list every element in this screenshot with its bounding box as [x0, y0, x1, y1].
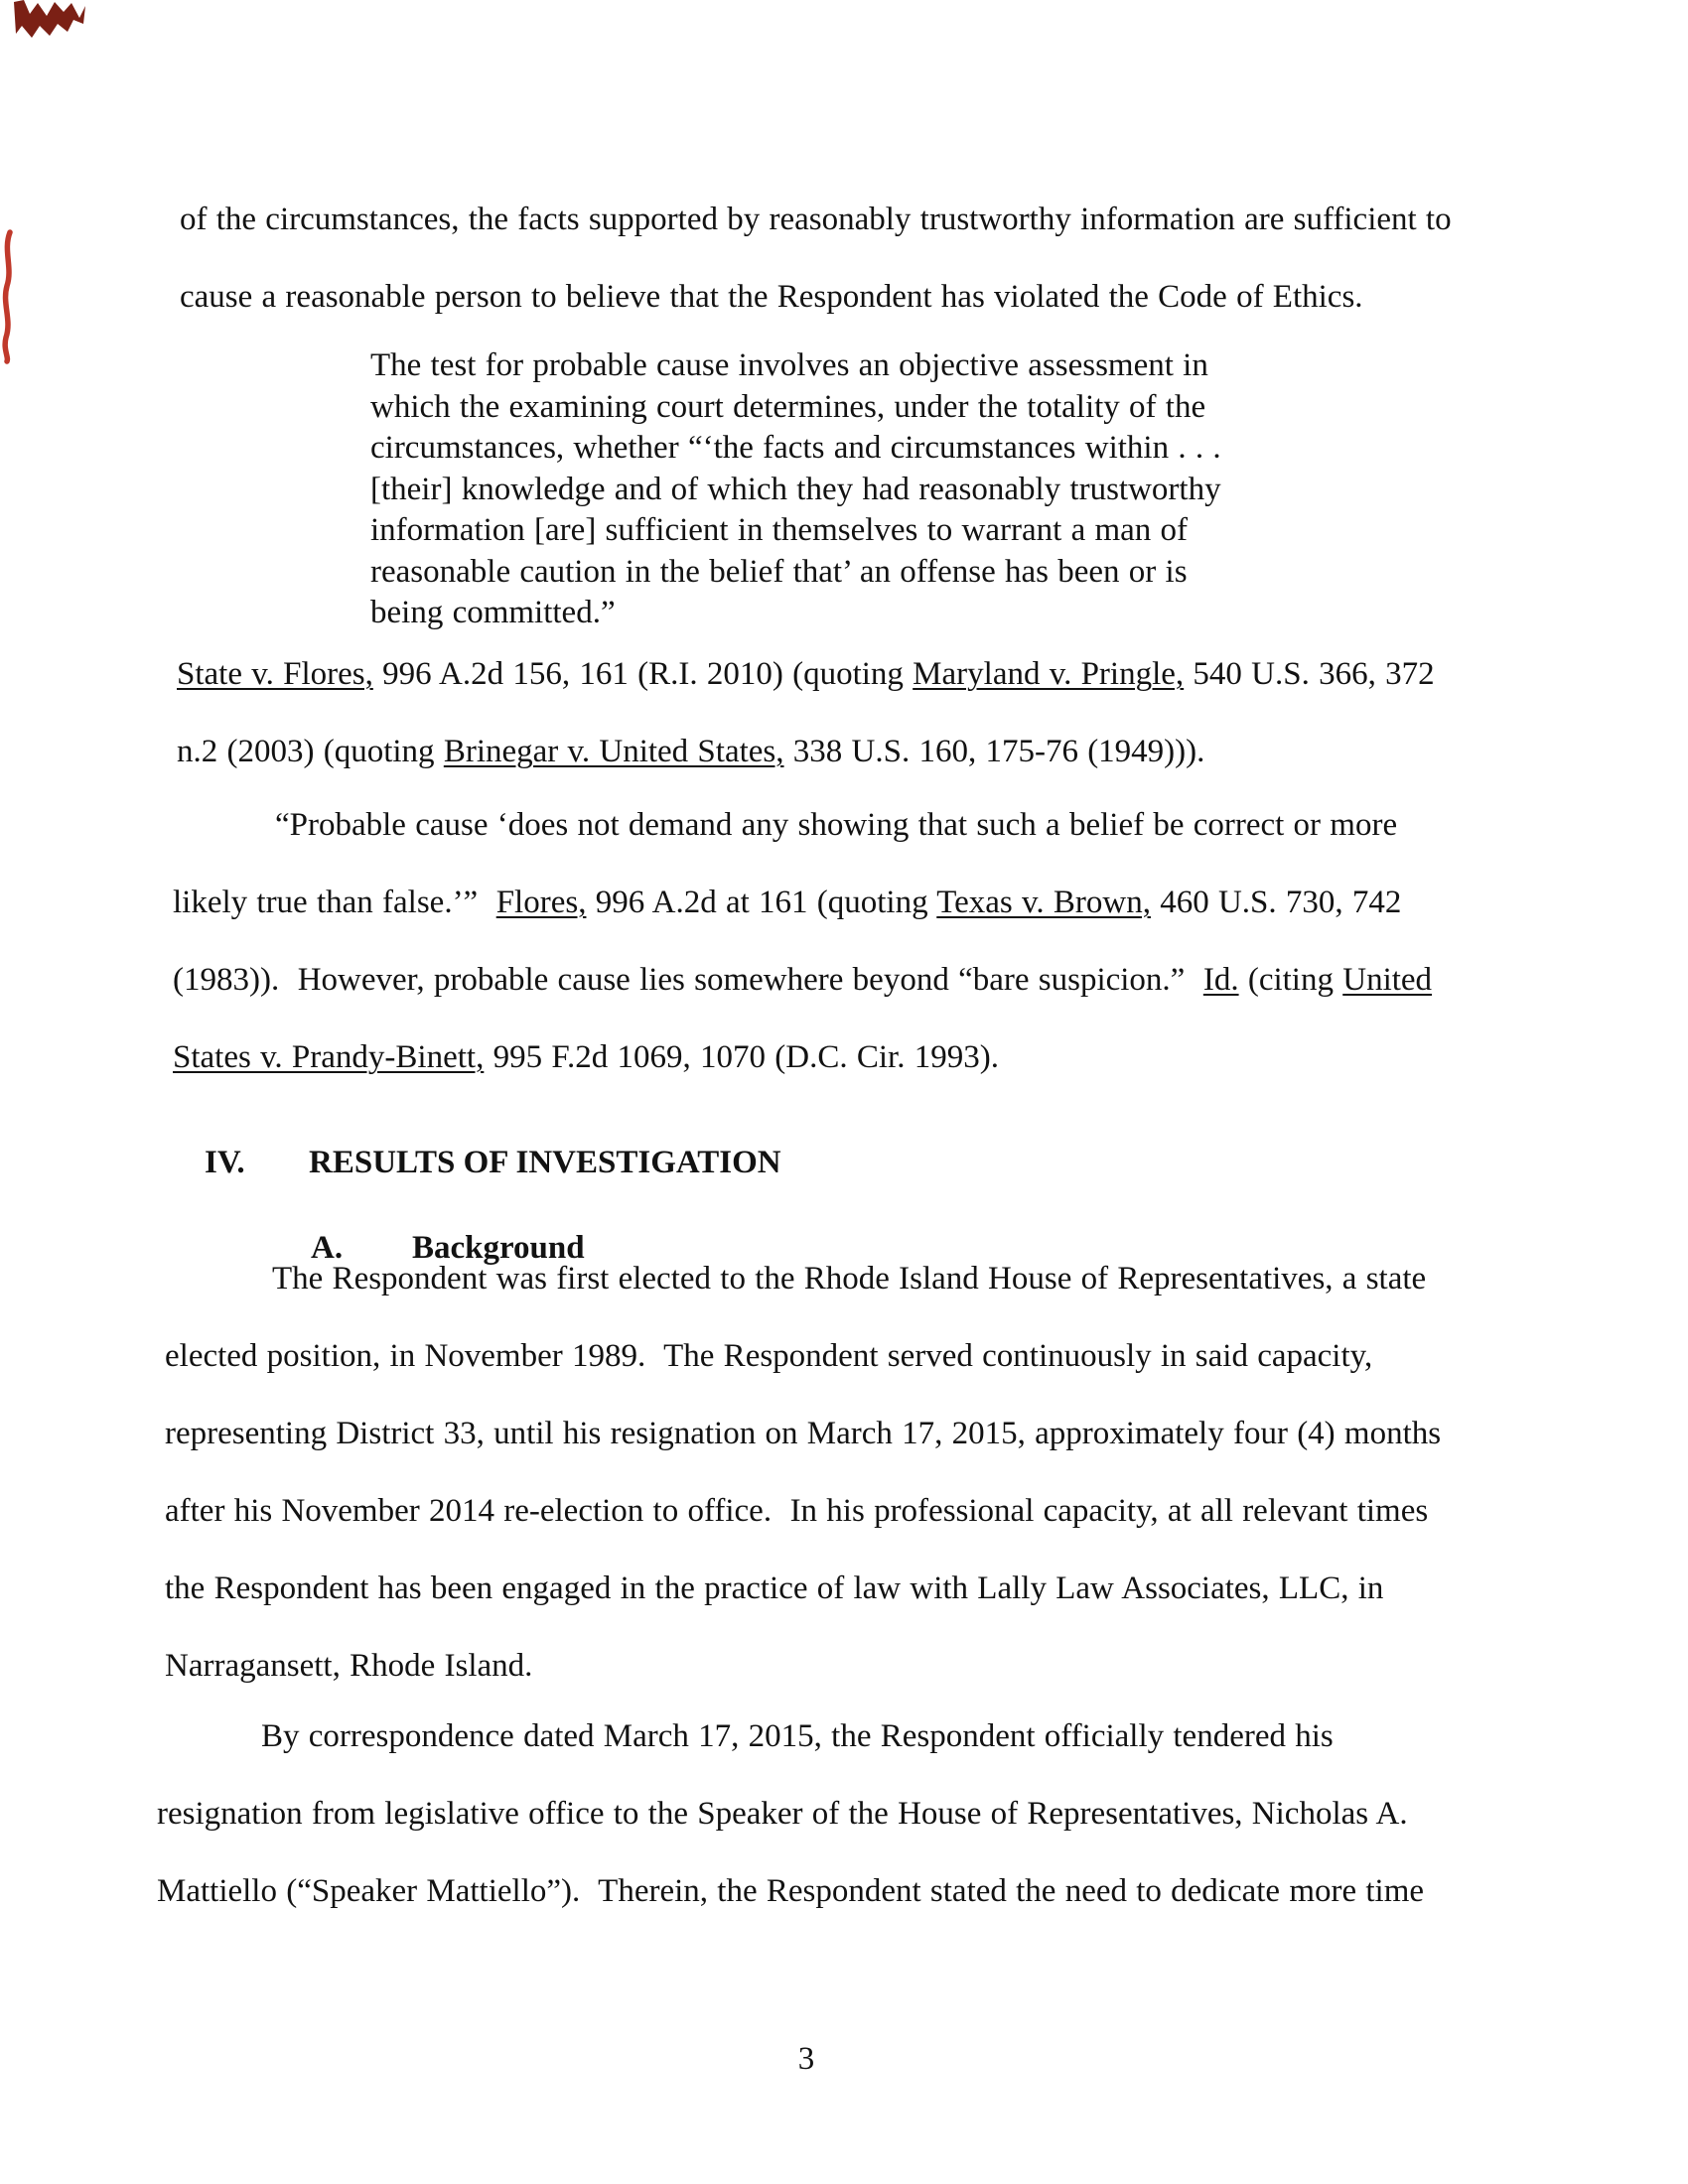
text-line: information [are] sufficient in themselves to warrant a man of	[370, 512, 1189, 548]
text-line	[173, 941, 1432, 1019]
text-line: cause a reasonable person to believe that the Respondent has violated the Code of Ethics.	[180, 279, 1363, 315]
text-line: Mattiello (“Speaker Mattiello”). Therein, the Respondent stated the need to dedicate more time	[157, 1873, 1425, 1909]
text-line: [their] knowledge and of which they had reasonably trustworthy	[370, 471, 1221, 507]
text-line: which the examining court determines, under the totality of the	[370, 388, 1206, 425]
text-line: The test for probable cause involves an objective assessment in	[370, 347, 1208, 383]
case-citation: Id.	[1202, 962, 1239, 998]
red-pen-mark-left-edge-icon	[5, 232, 10, 361]
text-line: of the circumstances, the facts supported by reasonably trustworthy information are sufficient to	[180, 202, 1452, 237]
text-line	[177, 713, 1435, 790]
text-segment: 540 U.S. 366, 372	[1184, 656, 1435, 692]
background-paragraph	[165, 1240, 1441, 1705]
citation-paragraph	[177, 635, 1435, 790]
case-citation: Flores,	[495, 885, 587, 920]
text-line	[173, 1019, 1432, 1096]
text-segment: 996 A.2d 156, 161 (R.I. 2010) (quoting	[372, 656, 914, 692]
text-line	[177, 635, 1435, 713]
text-segment: n.2 (2003) (quoting	[177, 734, 444, 769]
text-line: resignation from legislative office to the Speaker of the House of Representatives, Nicholas A.	[157, 1796, 1408, 1832]
text-segment: (citing	[1238, 962, 1343, 998]
text-segment: “Probable cause ‘does not demand any showing that such a belief be correct or more	[275, 807, 1398, 843]
section-title: RESULTS OF INVESTIGATION	[309, 1145, 781, 1180]
case-citation: State v. Flores,	[177, 656, 373, 692]
scan-artifacts	[0, 0, 119, 397]
text-line	[173, 864, 1432, 941]
blockquote	[370, 345, 1221, 634]
text-segment: 338 U.S. 160, 175-76 (1949))).	[783, 734, 1205, 769]
text-line: circumstances, whether “‘the facts and circumstances within . . .	[370, 430, 1221, 466]
case-citation: United	[1342, 962, 1433, 998]
text-line: being committed.”	[370, 595, 616, 630]
text-line: after his November 2014 re-election to office. In his professional capacity, at all relevant times	[165, 1493, 1429, 1529]
case-citation: Brinegar v. United States,	[443, 734, 784, 769]
paragraph-continuation	[180, 181, 1452, 336]
section-number: IV.	[205, 1145, 245, 1180]
subsection-letter: A.	[311, 1230, 344, 1266]
probable-cause-paragraph	[173, 786, 1432, 1096]
text-line: The Respondent was first elected to the Rhode Island House of Representatives, a state	[272, 1261, 1427, 1297]
text-segment: 996 A.2d at 161 (quoting	[586, 885, 937, 920]
case-citation: Texas v. Brown,	[936, 885, 1151, 920]
text-line: Narragansett, Rhode Island.	[165, 1648, 533, 1684]
subsection-title: Background	[412, 1230, 585, 1266]
text-segment: (1983)). However, probable cause lies somewhere beyond “bare suspicion.”	[173, 962, 1203, 998]
text-line: the Respondent has been engaged in the practice of law with Lally Law Associates, LLC, in	[165, 1570, 1384, 1606]
text-line: representing District 33, until his resignation on March 17, 2015, approximately four (4) months	[165, 1416, 1442, 1451]
text-line: reasonable caution in the belief that’ an offense has been or is	[370, 553, 1188, 590]
red-pen-mark-corner-icon	[14, 0, 85, 38]
text-line: elected position, in November 1989. The Respondent served continuously in said capacity,	[165, 1338, 1373, 1374]
case-citation: States v. Prandy-Binett,	[173, 1039, 485, 1075]
text-segment: likely true than false.’”	[173, 885, 496, 920]
text-segment: 995 F.2d 1069, 1070 (D.C. Cir. 1993).	[484, 1039, 999, 1075]
text-segment: 460 U.S. 730, 742	[1150, 885, 1402, 920]
page-number: 3	[797, 2041, 815, 2077]
resignation-paragraph	[157, 1698, 1424, 1930]
case-citation: Maryland v. Pringle,	[913, 656, 1185, 692]
text-line: By correspondence dated March 17, 2015, the Respondent officially tendered his	[261, 1718, 1334, 1754]
text-line	[173, 786, 1432, 864]
